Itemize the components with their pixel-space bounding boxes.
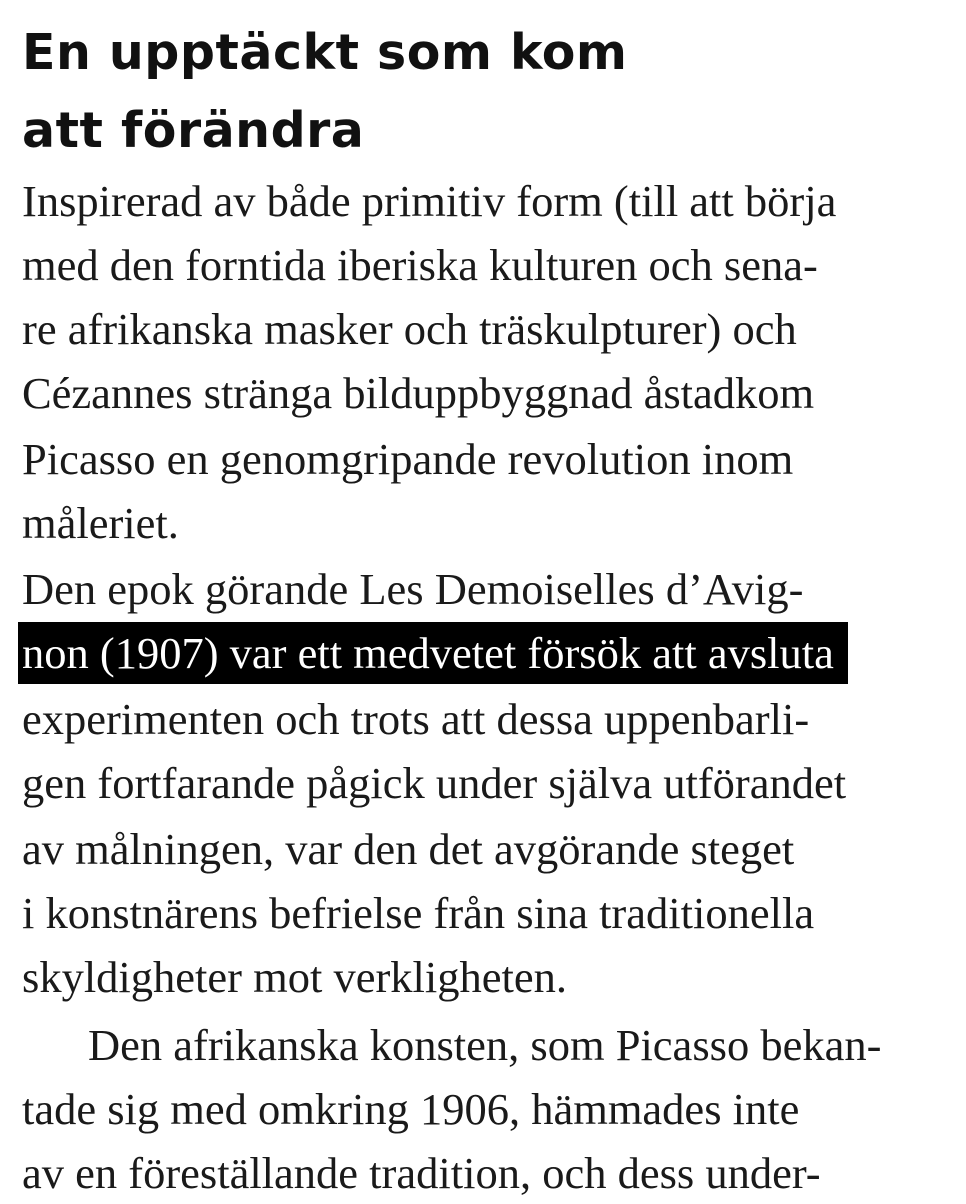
text-line: Cézannes stränga bilduppbyggnad åstadkom	[22, 368, 815, 418]
text-line: av en föreställande tradition, och dess under-	[22, 1148, 821, 1198]
heading-line-1: En upptäckt som kom	[22, 24, 628, 81]
text-line: med den forntida iberiska kulturen och sena-	[22, 240, 818, 290]
text-line: experimenten och trots att dessa uppenbarli-	[22, 694, 810, 744]
text-line: Inspirerad av både primitiv form (till att börja	[22, 176, 837, 226]
text-line: i konstnärens befrielse från sina traditionella	[22, 888, 815, 938]
text-line: skyldigheter mot verkligheten.	[22, 952, 567, 1002]
paragraph-first-line: Den afrikanska konsten, som Picasso bekan-	[88, 1020, 882, 1070]
text-line: re afrikanska masker och träskulpturer) och	[22, 304, 797, 354]
text-line: Den epok görande Les Demoiselles d’Avig-	[22, 564, 804, 614]
text-line: av målningen, var den det avgörande steget	[22, 824, 795, 874]
highlighted-text-line: non (1907) var ett medvetet försök att avsluta	[18, 622, 848, 684]
heading-line-2: att förändra	[22, 102, 365, 159]
text-line: tade sig med omkring 1906, hämmades inte	[22, 1084, 800, 1134]
section-heading	[22, 14, 628, 170]
text-line: Picasso en genomgripande revolution inom	[22, 434, 794, 484]
text-line: måleriet.	[22, 498, 179, 548]
text-line: gen fortfarande pågick under själva utförandet	[22, 758, 847, 808]
